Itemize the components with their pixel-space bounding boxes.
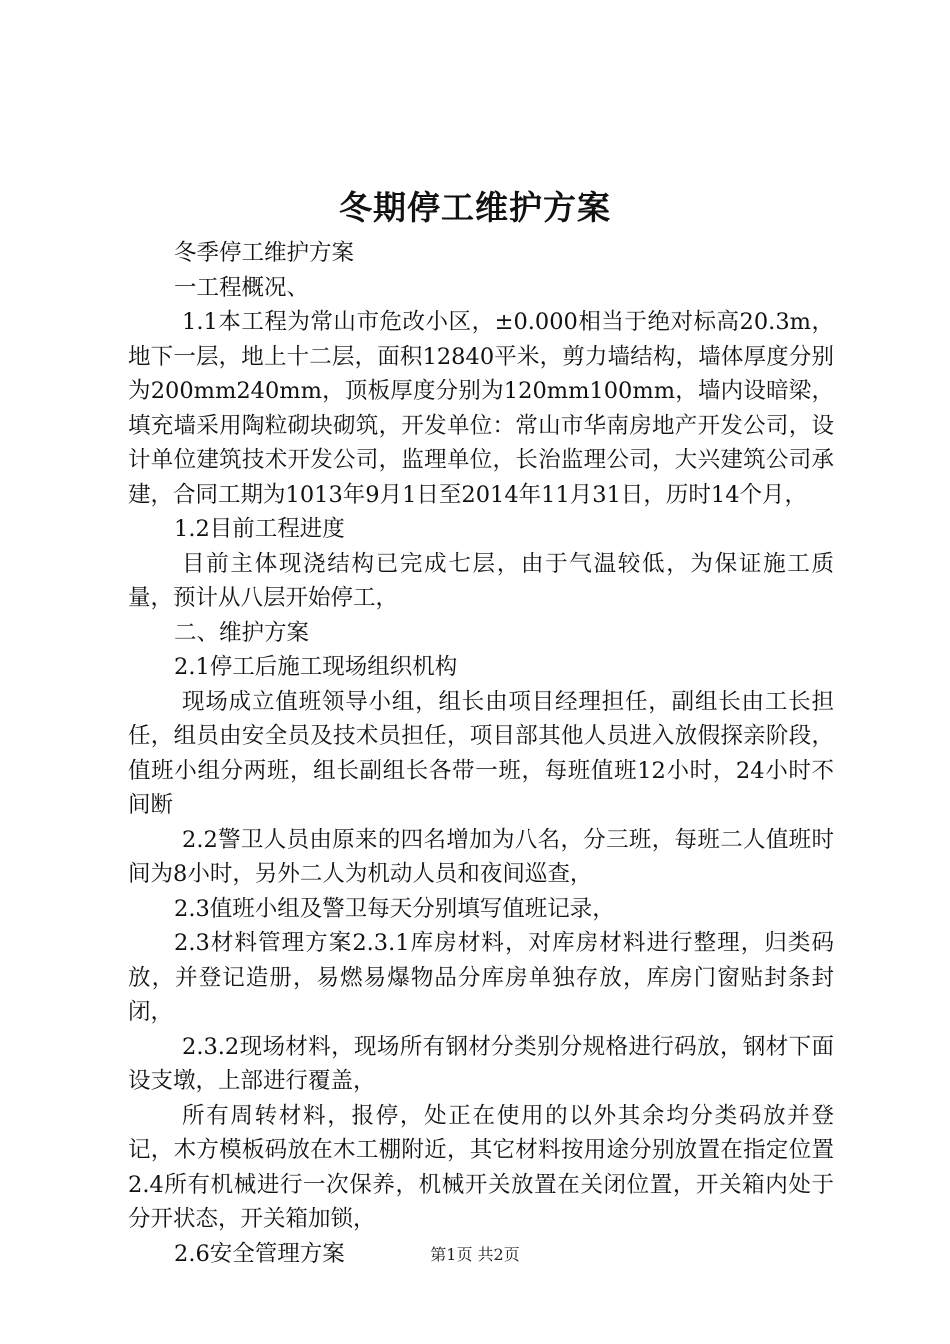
document-title: 冬期停工维护方案 xyxy=(339,188,611,227)
paragraph-section-2-heading: 二、维护方案 xyxy=(174,619,310,646)
paragraph-2-3-records: 2.3值班小组及警卫每天分别填写值班记录， xyxy=(174,895,615,922)
paragraph-section-1-heading: 一工程概况、 xyxy=(174,274,310,301)
paragraph-1-1: 1.1本工程为常山市危改小区，±0.000相当于绝对标高20.3m，地下一层，地上十二层，面积12840平米，剪力墙结构，墙体厚度分别为200mm240mm，顶板厚度分别为120mm100mm，墙内设暗梁，填充墙采用陶粒砌块砌筑，开发单位：常山市华南房地产开发公司，设计单位建筑技术开发公司，监理单位，长治监理公司，大兴建筑公司承建，合同工期为1013年9月1日至2014年11月31日，历时14个月， xyxy=(128,309,834,508)
paragraph-1-2-heading: 1.2目前工程进度 xyxy=(174,516,345,542)
paragraph-duty-group: 现场成立值班领导小组，组长由项目经理担任，副组长由工长担任，组员由安全员及技术员担任，项目部其他人员进入放假探亲阶段，值班小组分两班，组长副组长各带一班，每班值班12小时，24小时不间断 xyxy=(128,688,834,818)
paragraph-progress: 目前主体现浇结构已完成七层，由于气温较低，为保证施工质量，预计从八层开始停工， xyxy=(128,550,834,611)
paragraph-2-6-heading: 2.6安全管理方案 xyxy=(174,1240,345,1267)
paragraph-turnover-materials: 所有周转材料，报停，处正在使用的以外其余均分类码放并登记，木方模板码放在木工棚附近，其它材料按用途分别放置在指定位置2.4所有机械进行一次保养，机械开关放置在关闭位置，开关箱内处于分开状态，开关箱加锁， xyxy=(128,1102,834,1232)
paragraph-2-3-2: 2.3.2现场材料，现场所有钢材分类别分规格进行码放，钢材下面设支墩，上部进行覆盖， xyxy=(128,1033,834,1094)
page-number-footer: 第1页 共2页 xyxy=(430,1245,520,1264)
paragraph-2-3-materials: 2.3材料管理方案2.3.1库房材料，对库房材料进行整理，归类码放，并登记造册，易燃易爆物品分库房单独存放，库房门窗贴封条封闭， xyxy=(128,930,834,1025)
paragraph-2-2: 2.2警卫人员由原来的四名增加为八名，分三班，每班二人值班时间为8小时，另外二人为机动人员和夜间巡查， xyxy=(128,826,834,887)
paragraph-2-1-heading: 2.1停工后施工现场组织机构 xyxy=(174,654,458,680)
paragraph-subtitle: 冬季停工维护方案 xyxy=(174,240,355,266)
document-body xyxy=(128,236,834,1271)
